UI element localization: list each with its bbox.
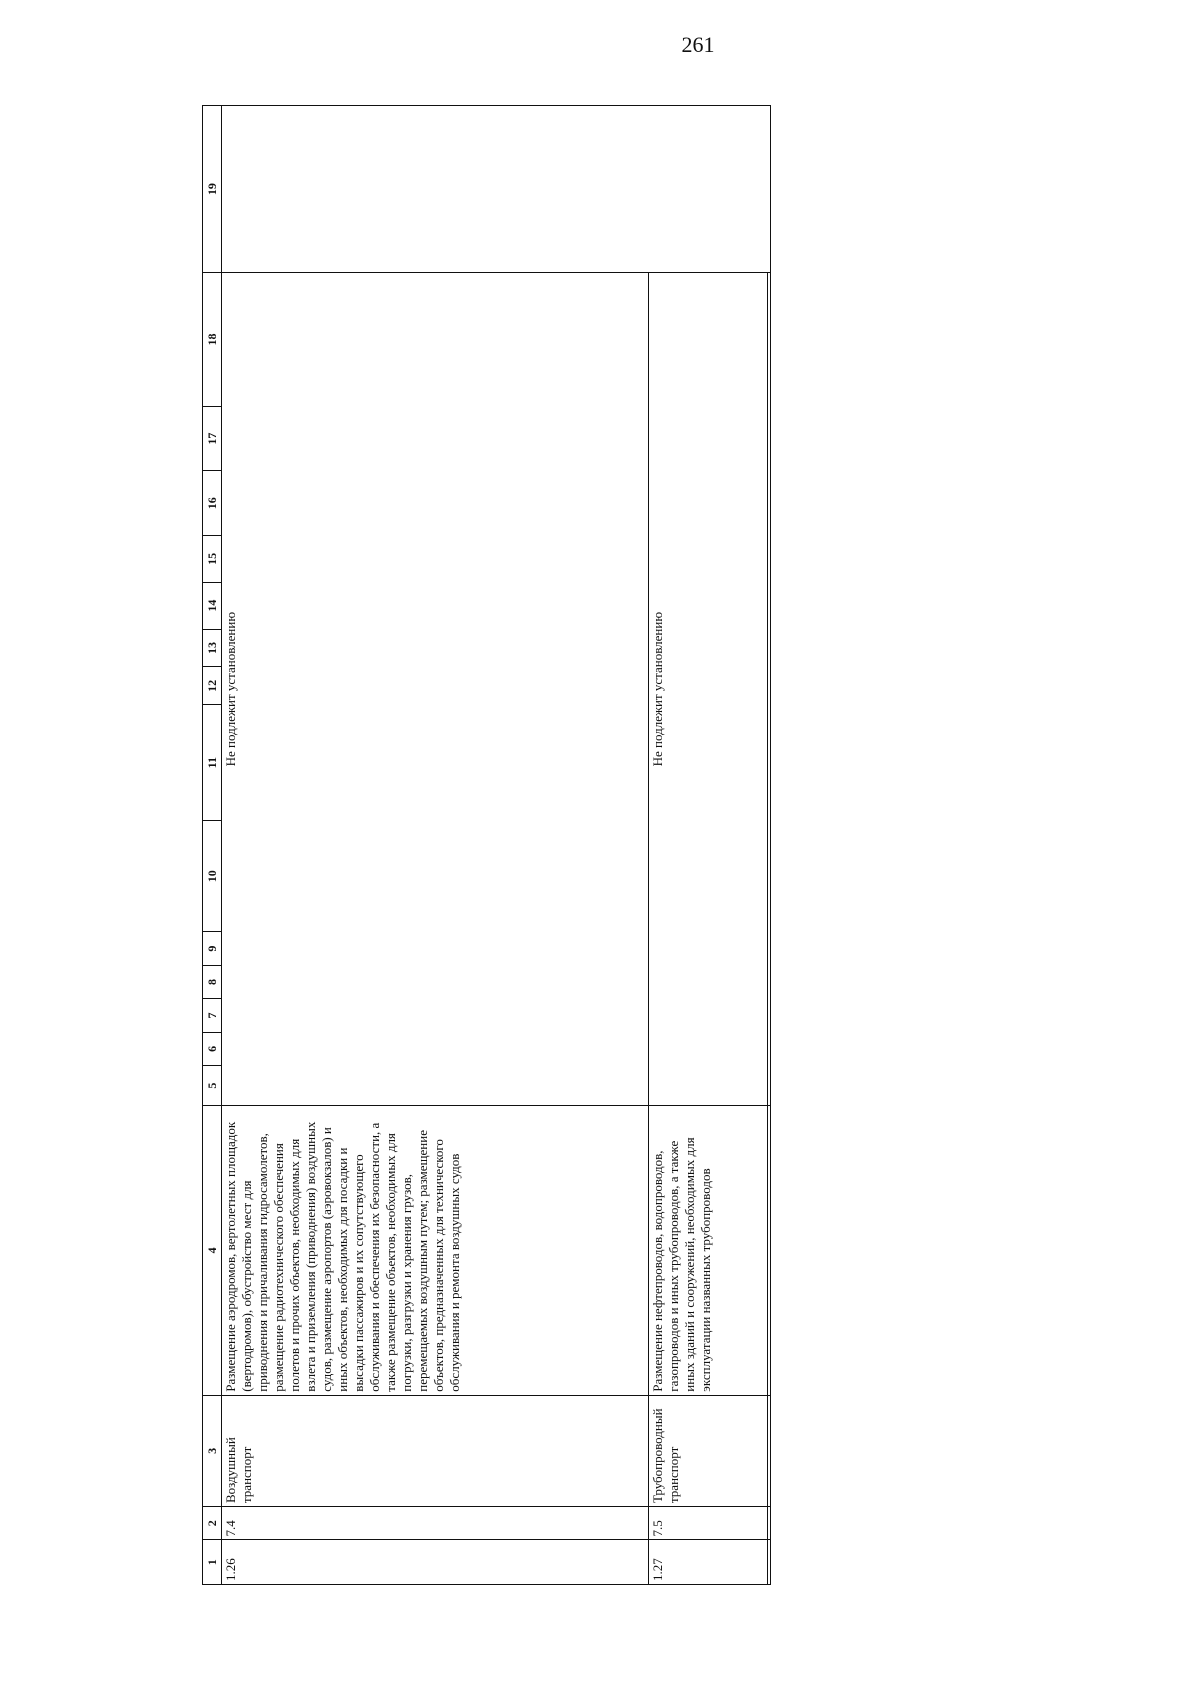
col-header: 5 [203, 1066, 222, 1106]
col-header: 15 [203, 536, 222, 583]
col-header: 17 [203, 406, 222, 471]
col-header: 6 [203, 1032, 222, 1065]
table-row-empty [768, 106, 771, 1585]
col-header: 14 [203, 582, 222, 629]
empty-cell [768, 1395, 771, 1506]
col-header: 18 [203, 273, 222, 407]
col-header: 1 [203, 1540, 222, 1585]
col-header: 13 [203, 629, 222, 667]
table-row [649, 106, 768, 1585]
row-number: 1.26 [222, 1540, 649, 1585]
col-header: 12 [203, 667, 222, 705]
empty-cell [768, 1540, 771, 1585]
header-row [203, 106, 222, 1585]
row-number: 1.27 [649, 1540, 768, 1585]
row-type: Трубопроводный транспорт [649, 1395, 768, 1506]
land-use-table [202, 105, 771, 1585]
page-number: 261 [681, 32, 715, 57]
empty-cell [768, 1507, 771, 1540]
row-code: 7.5 [649, 1507, 768, 1540]
row-type: Воздушный транспорт [222, 1395, 649, 1506]
col-header: 16 [203, 471, 222, 536]
empty-cell [768, 1106, 771, 1396]
col-19-cell [222, 106, 771, 273]
table-row [222, 106, 649, 1585]
col-header: 11 [203, 705, 222, 821]
row-description: Размещение нефтепроводов, водопроводов, газопроводов и иных трубопроводов, а также иных зданий и сооружений, необходимых для эксплуатации названных трубопроводов [649, 1106, 768, 1396]
row-code: 7.4 [222, 1507, 649, 1540]
col-header: 3 [203, 1395, 222, 1506]
col-header: 10 [203, 821, 222, 932]
rotated-table-wrapper [202, 105, 762, 1585]
col-header: 4 [203, 1106, 222, 1396]
col-header: 19 [203, 106, 222, 273]
col-header: 8 [203, 965, 222, 998]
col-header: 9 [203, 932, 222, 965]
col-header: 2 [203, 1507, 222, 1540]
row-description: Размещение аэродромов, вертолетных площадок (вертодромов), обустройство мест для приводнения и причаливания гидросамолетов, размещение радиотехнического обеспечения полетов и прочих объектов, необходимых для взлета и приземления (приводнения) воздушных судов, размещение аэропортов (аэровокзалов) и иных объектов, необходимых для посадки и высадки пассажиров и их сопутствующего обслуживания и обеспечения их безопасности, а также размещение объектов, необходимых для погрузки, разгрузки и хранения грузов, перемещаемых воздушным путем; размещение объектов, предназначенных для технического обслуживания и ремонта воздушных судов [222, 1106, 649, 1396]
col-header: 7 [203, 999, 222, 1032]
row-params: Не подлежит установлению [222, 273, 649, 1106]
empty-cell [768, 273, 771, 1106]
row-params: Не подлежит установлению [649, 273, 768, 1106]
